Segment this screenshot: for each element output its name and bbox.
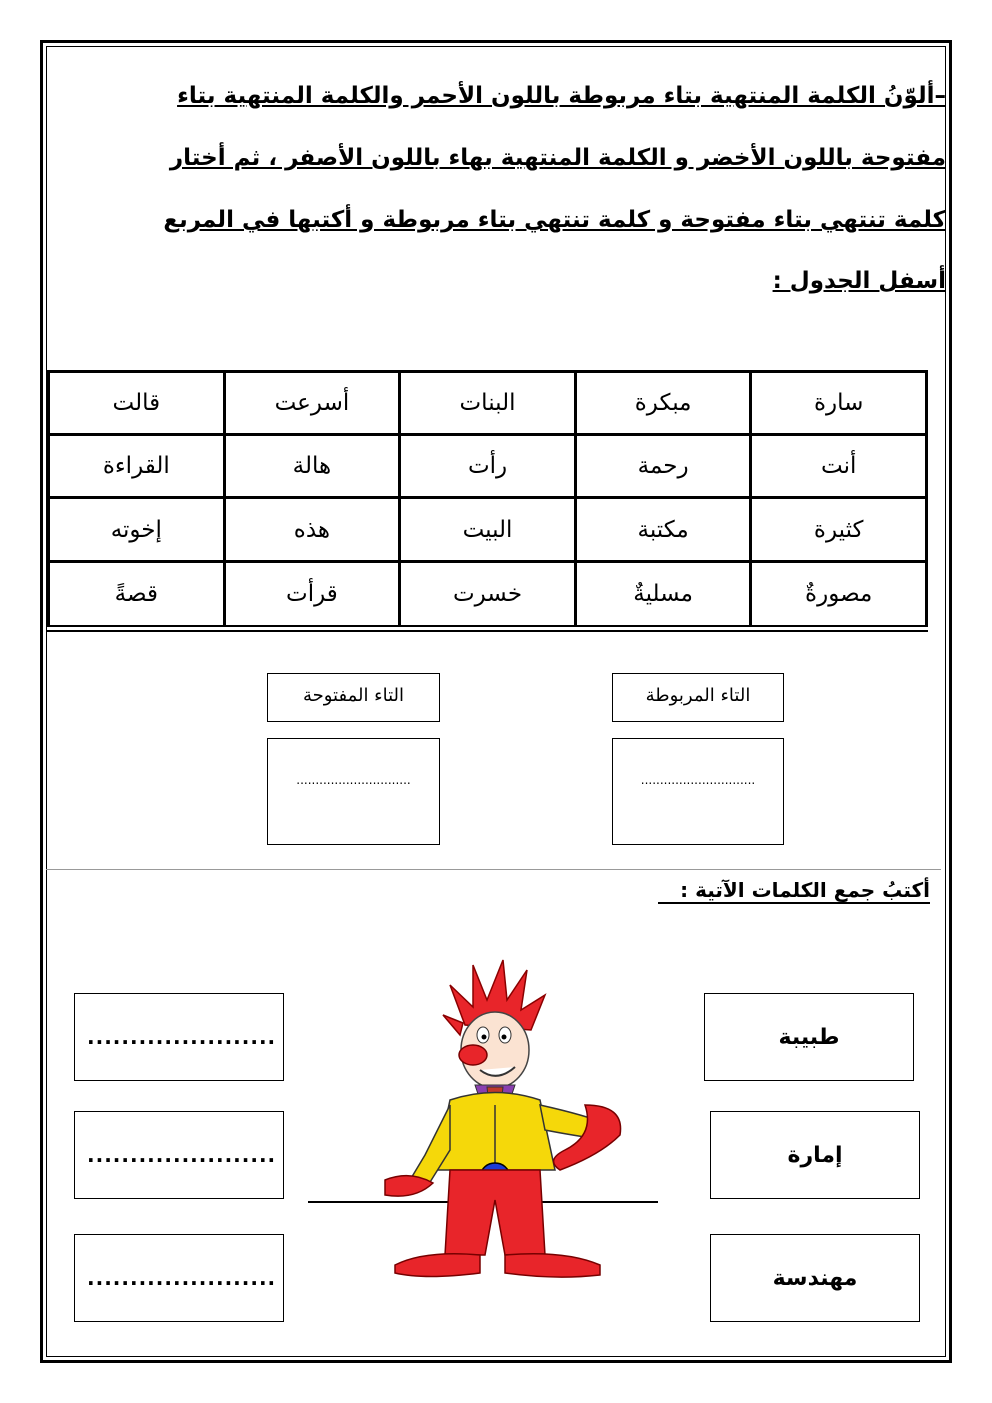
plural-word: إمارة (787, 1142, 843, 1168)
plural-section-title: أكتبُ جمع الكلمات الآتية : (658, 878, 930, 904)
table-cell[interactable]: هالة (224, 435, 400, 498)
table-cell[interactable]: قرأت (224, 561, 400, 628)
instruction-line-2: مفتوحة باللون الأخضر و الكلمة المنتهية بهاء باللون الأصفر ، ثم أختار (169, 145, 946, 171)
table-cell[interactable]: البنات (400, 372, 576, 435)
open-ta-answer-box[interactable] (267, 738, 440, 845)
open-ta-answer-dots: .............................. (296, 773, 411, 787)
section-divider (46, 869, 941, 870)
table-cell[interactable]: هذه (224, 498, 400, 561)
plural-word-box-2 (710, 1111, 920, 1199)
table-cell[interactable]: قصةً (49, 561, 225, 628)
table-row (49, 561, 927, 628)
table-cell[interactable]: قالت (49, 372, 225, 435)
table-row (49, 435, 927, 498)
table-cell[interactable]: مبكرة (575, 372, 751, 435)
table-cell[interactable]: أنت (751, 435, 927, 498)
table-cell[interactable]: القراءة (49, 435, 225, 498)
instruction-line-3: كلمة تنتهي بتاء مفتوحة و كلمة تنتهي بتاء مربوطة و أكتبها في المربع (163, 207, 946, 233)
plural-answer-dots: ...................... (87, 1266, 277, 1290)
plural-answer-dots: ...................... (87, 1143, 277, 1167)
table-row (49, 372, 927, 435)
plural-word: مهندسة (772, 1265, 858, 1291)
closed-ta-answer-box[interactable] (612, 738, 784, 845)
table-cell[interactable]: إخوته (49, 498, 225, 561)
plural-answer-box-2[interactable] (74, 1111, 284, 1199)
plural-answer-box-3[interactable] (74, 1234, 284, 1322)
table-cell[interactable]: مكتبة (575, 498, 751, 561)
table-cell[interactable]: مسليةٌ (575, 561, 751, 628)
table-cell[interactable]: مصورةٌ (751, 561, 927, 628)
table-cell[interactable]: رحمة (575, 435, 751, 498)
table-cell[interactable]: خسرت (400, 561, 576, 628)
table-cell[interactable]: سارة (751, 372, 927, 435)
plural-word: طبيبة (778, 1024, 840, 1050)
plural-word-box-1 (704, 993, 914, 1081)
clown-illustration (355, 955, 635, 1285)
plural-word-box-3 (710, 1234, 920, 1322)
table-cell[interactable]: رأت (400, 435, 576, 498)
table-cell[interactable]: كثيرة (751, 498, 927, 561)
table-cell[interactable]: البيت (400, 498, 576, 561)
open-ta-label: التاء المفتوحة (267, 673, 440, 722)
instruction-line-4: أسفل الجدول : (772, 268, 946, 294)
table-row (49, 498, 927, 561)
table-cell[interactable]: أسرعت (224, 372, 400, 435)
closed-ta-answer-dots: .............................. (640, 773, 756, 787)
instruction-line-1: –ألوّنُ الكلمة المنتهية بتاء مربوطة باللون الأحمر والكلمة المنتهية بتاء (177, 83, 946, 109)
word-table (47, 370, 928, 632)
plural-answer-dots: ...................... (87, 1025, 277, 1049)
plural-answer-box-1[interactable] (74, 993, 284, 1081)
closed-ta-label: التاء المربوطة (612, 673, 784, 722)
